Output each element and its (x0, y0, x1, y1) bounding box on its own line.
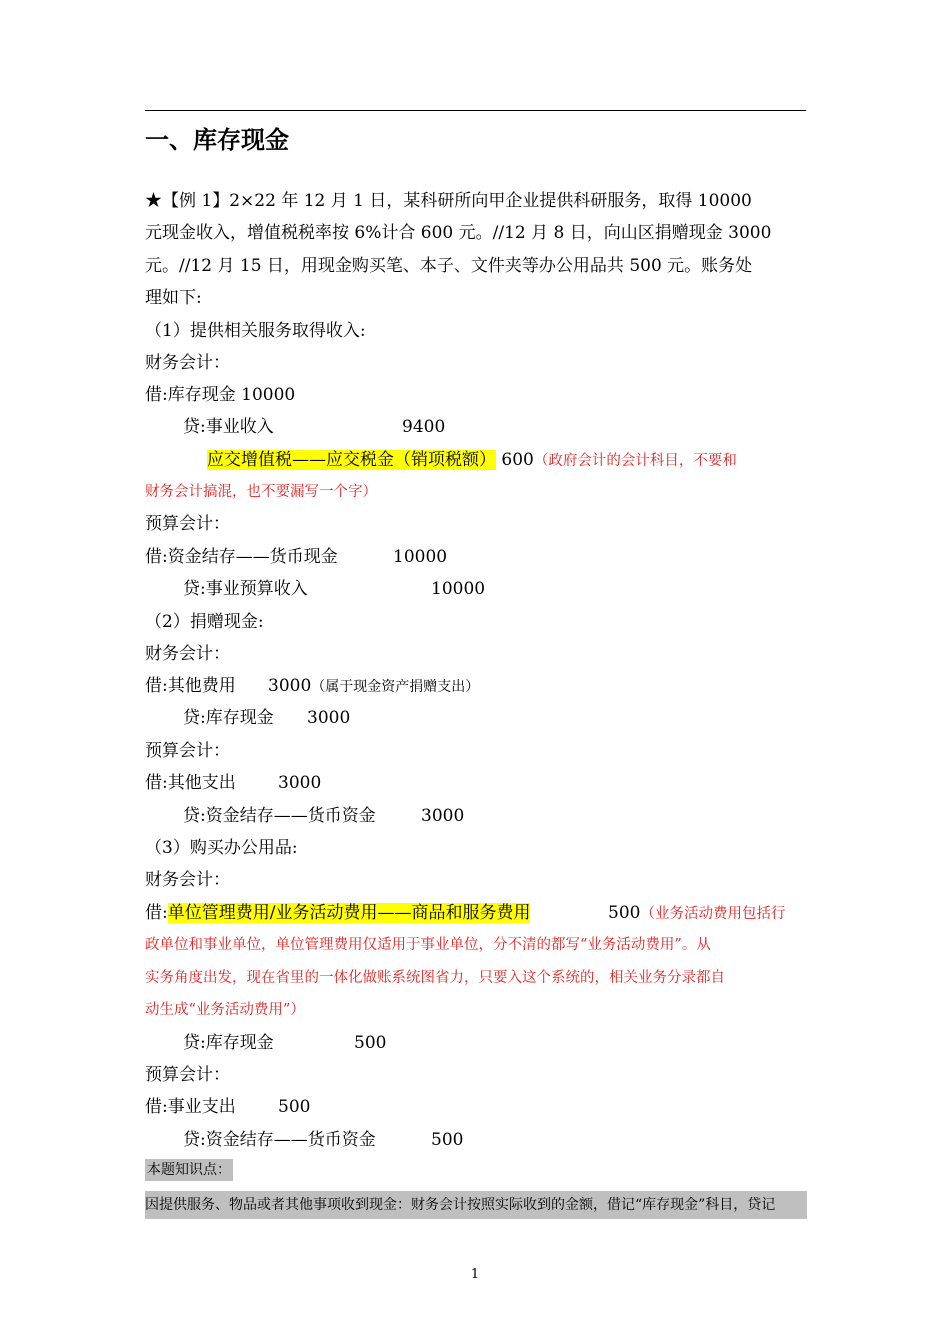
part1-budget-credit-entry (183, 573, 845, 605)
part1-budget-label: 预算会计： (145, 514, 230, 534)
example-line-2: 元现金收入，增值税税率按 6%计合 600 元。//12 月 8 日，向山区捐赠现金 3000 (145, 223, 772, 243)
part2-debit-entry (145, 670, 807, 702)
part1-vat-account: 应交增值税——应交税金（销项税额） (207, 450, 496, 470)
part2-budget-label: 预算会计： (145, 741, 230, 761)
part1-budget-debit-entry (145, 541, 807, 573)
part1-note-a: （政府会计的会计科目，不要和 (533, 453, 737, 469)
part3-heading: （3）购买办公用品: (145, 838, 298, 858)
part1-budget-debit-account: 借:资金结存——货币现金 (145, 547, 338, 567)
part1-debit-amount: 10000 (241, 385, 296, 405)
part2-budget-debit-account: 借:其他支出 (145, 773, 236, 793)
part2-financial-label: 财务会计： (145, 644, 230, 664)
part3-note-4: 动生成“业务活动费用”） (145, 1002, 305, 1018)
part1-vat-amount: 600 (501, 450, 534, 470)
section-title: 一、库存现金 (145, 126, 289, 154)
example-line-4: 理如下: (145, 288, 202, 308)
part1-heading: （1）提供相关服务取得收入: (145, 321, 366, 341)
header-rule (145, 110, 806, 111)
part2-debit-note: （属于现金资产捐赠支出） (311, 679, 480, 695)
part1-budget-debit-amount: 10000 (393, 547, 448, 567)
part3-note-1: （业务活动费用包括行 (640, 906, 786, 922)
part2-budget-credit-amount: 3000 (421, 806, 465, 826)
part3-debit-entry (145, 897, 807, 929)
part1-vat-entry (207, 444, 807, 477)
part1-budget-credit-amount: 10000 (431, 579, 486, 599)
part3-budget-label: 预算会计： (145, 1065, 230, 1085)
part3-note-2: 政单位和事业单位，单位管理费用仅适用于事业单位，分不清的都写“业务活动费用”。从 (145, 937, 711, 953)
example-line-1: ★【例 1】2×22 年 12 月 1 日，某科研所向甲企业提供科研服务，取得 10000 (145, 191, 752, 211)
part1-credit-account: 贷:事业收入 (183, 417, 274, 437)
knowledge-label-text: 本题知识点： (145, 1159, 233, 1181)
part3-credit-amount: 500 (354, 1033, 387, 1053)
part2-budget-debit-amount: 3000 (278, 773, 322, 793)
knowledge-point-text: 因提供服务、物品或者其他事项收到现金：财务会计按照实际收到的金额，借记“库存现金”科目，贷记 (145, 1191, 807, 1219)
part2-credit-amount: 3000 (307, 708, 351, 728)
knowledge-point-label (145, 1157, 233, 1183)
part3-budget-credit-entry (183, 1124, 845, 1156)
part1-financial-label: 财务会计： (145, 353, 230, 373)
part3-debit-account: 单位管理费用/业务活动费用——商品和服务费用 (167, 903, 531, 923)
part2-debit-amount: 3000（属于现金资产捐赠支出） (268, 676, 480, 696)
part3-credit-entry (183, 1027, 845, 1059)
part1-budget-credit-account: 贷:事业预算收入 (183, 579, 308, 599)
part3-financial-label: 财务会计： (145, 870, 230, 890)
part3-budget-credit-account: 贷:资金结存——货币资金 (183, 1130, 376, 1150)
part2-credit-entry (183, 702, 845, 734)
part3-debit-amount: 500（业务活动费用包括行 (608, 903, 786, 923)
part3-credit-account: 贷:库存现金 (183, 1033, 274, 1053)
part3-budget-debit-amount: 500 (278, 1097, 311, 1117)
part2-budget-credit-account: 贷:资金结存——货币资金 (183, 806, 376, 826)
part2-heading: （2）捐赠现金: (145, 612, 264, 632)
example-line-3: 元。//12 月 15 日，用现金购买笔、本子、文件夹等办公用品共 500 元。账务处 (145, 256, 753, 276)
part3-note-3: 实务角度出发，现在省里的一体化做账系统图省力，只要入这个系统的，相关业务分录都自 (145, 970, 725, 986)
part3-budget-credit-amount: 500 (431, 1130, 464, 1150)
part3-budget-debit-entry (145, 1091, 807, 1123)
part1-credit-amount: 9400 (402, 417, 446, 437)
part3-budget-debit-account: 借:事业支出 (145, 1097, 236, 1117)
page-number: 1 (470, 1267, 480, 1282)
part2-budget-debit-entry (145, 767, 807, 799)
part1-credit-entry (183, 411, 845, 443)
part2-debit-account: 借:其他费用 (145, 676, 236, 696)
part1-debit-entry (145, 379, 807, 411)
part2-budget-credit-entry (183, 800, 845, 832)
part1-debit-account: 借:库存现金 (145, 385, 236, 405)
part1-note-b: 财务会计搞混，也不要漏写一个字） (145, 484, 377, 500)
part3-debit-prefix: 借: (145, 903, 168, 923)
part2-credit-account: 贷:库存现金 (183, 708, 274, 728)
